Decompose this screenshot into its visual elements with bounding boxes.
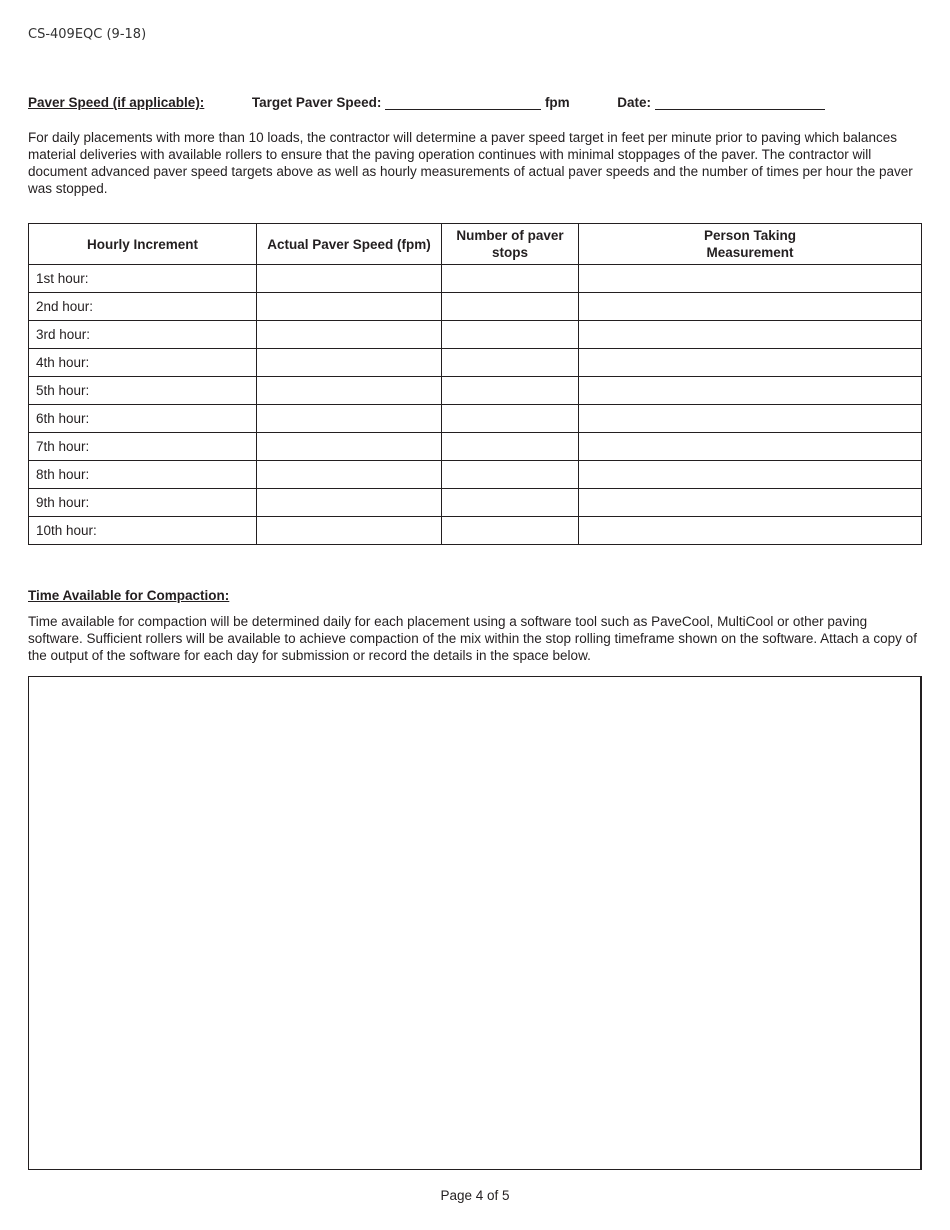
table-row — [29, 517, 922, 545]
paver-speed-instructions: For daily placements with more than 10 loads, the contractor will determine a paver speed target in feet per minute prior to paving which balances material deliveries with available rollers to ensure that the paving operation continues with minimal stoppages of the paver. The contractor will document advanced paver speed targets above as well as hourly measurements of actual paver speeds and the number of times per hour the paver was stopped. — [28, 130, 913, 196]
hour-label: 9th hour: — [29, 489, 257, 517]
table-row — [29, 349, 922, 377]
compaction-heading: Time Available for Compaction: — [28, 588, 230, 603]
actual-speed-cell[interactable] — [257, 321, 442, 349]
hour-label: 2nd hour: — [29, 293, 257, 321]
paver-stops-cell[interactable] — [442, 293, 579, 321]
table-header-row — [29, 224, 922, 265]
hour-label: 3rd hour: — [29, 321, 257, 349]
hour-label: 7th hour: — [29, 433, 257, 461]
person-cell[interactable] — [579, 349, 922, 377]
hour-label: 4th hour: — [29, 349, 257, 377]
hour-label: 5th hour: — [29, 377, 257, 405]
person-cell[interactable] — [579, 405, 922, 433]
person-cell[interactable] — [579, 489, 922, 517]
table-row — [29, 377, 922, 405]
target-speed-label: Target Paver Speed: — [251, 95, 382, 110]
actual-speed-cell[interactable] — [257, 461, 442, 489]
table-row — [29, 405, 922, 433]
paver-stops-cell[interactable] — [442, 461, 579, 489]
actual-speed-cell[interactable] — [257, 377, 442, 405]
person-cell[interactable] — [579, 293, 922, 321]
form-number: CS-409EQC (9-18) — [28, 27, 147, 42]
hour-label: 8th hour: — [29, 461, 257, 489]
person-cell[interactable] — [579, 321, 922, 349]
table-row — [29, 489, 922, 517]
actual-speed-cell[interactable] — [257, 489, 442, 517]
hour-label: 1st hour: — [29, 265, 257, 293]
person-cell[interactable] — [579, 517, 922, 545]
paver-stops-cell[interactable] — [442, 517, 579, 545]
actual-speed-cell[interactable] — [257, 405, 442, 433]
paver-speed-heading: Paver Speed (if applicable): — [28, 95, 205, 110]
person-cell[interactable] — [579, 377, 922, 405]
page-number: Page 4 of 5 — [440, 1188, 510, 1203]
paver-stops-cell[interactable] — [442, 405, 579, 433]
target-speed-field[interactable] — [385, 97, 541, 110]
hour-label: 6th hour: — [29, 405, 257, 433]
paver-stops-cell[interactable] — [442, 349, 579, 377]
table-row — [29, 461, 922, 489]
header-paver-stops: Number of paver stops — [442, 224, 579, 265]
actual-speed-cell[interactable] — [257, 293, 442, 321]
date-field[interactable] — [655, 97, 825, 110]
actual-speed-cell[interactable] — [257, 433, 442, 461]
paver-stops-cell[interactable] — [442, 265, 579, 293]
person-cell[interactable] — [579, 265, 922, 293]
actual-speed-cell[interactable] — [257, 265, 442, 293]
person-cell[interactable] — [579, 433, 922, 461]
compaction-instructions: Time available for compaction will be determined daily for each placement using a software tool such as PaveCool, MultiCool or other paving software. Sufficient rollers will be available to achieve compaction of the mix within the stop rolling timeframe shown on the software. Attach a copy of the output of the software for each day for submission or record the details in the space below. — [28, 614, 917, 663]
table-row — [29, 321, 922, 349]
person-cell[interactable] — [579, 461, 922, 489]
paver-speed-line — [28, 95, 825, 110]
date-label: Date: — [617, 95, 651, 110]
table-row — [29, 265, 922, 293]
actual-speed-cell[interactable] — [257, 517, 442, 545]
table-row — [29, 433, 922, 461]
paver-stops-cell[interactable] — [442, 489, 579, 517]
fpm-unit: fpm — [544, 95, 570, 110]
table-row — [29, 293, 922, 321]
header-actual-speed: Actual Paver Speed (fpm) — [257, 224, 442, 265]
hour-label: 10th hour: — [29, 517, 257, 545]
header-person: Person Taking Measurement — [579, 224, 922, 265]
compaction-details-box[interactable] — [28, 676, 922, 1170]
paver-stops-cell[interactable] — [442, 321, 579, 349]
header-hourly-increment: Hourly Increment — [29, 224, 257, 265]
hourly-measurement-table — [28, 223, 922, 545]
paver-stops-cell[interactable] — [442, 377, 579, 405]
actual-speed-cell[interactable] — [257, 349, 442, 377]
paver-stops-cell[interactable] — [442, 433, 579, 461]
